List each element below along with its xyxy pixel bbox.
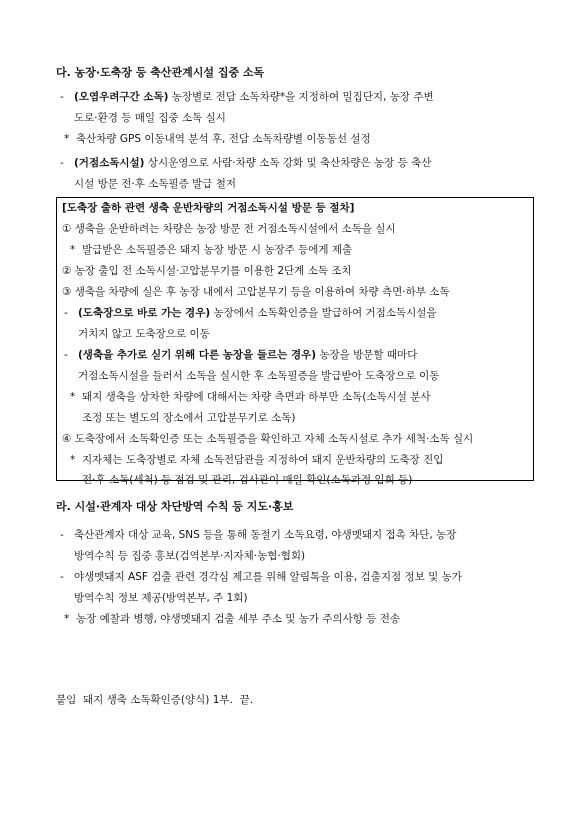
item-text: 야생멧돼지 ASF 검출 관련 경각심 제고를 위해 알림톡을 이용, 검출지점 정보 및 농가 bbox=[74, 571, 462, 583]
section-da-item2-line2: 시설 방문 전·후 소독필증 발급 철저 bbox=[74, 178, 237, 190]
dash-bullet: - bbox=[64, 349, 68, 361]
note-text: 지자체는 도축장별로 자체 소독전담관을 지정하여 돼지 운반차량의 도축장 진입 bbox=[82, 454, 444, 466]
procedure-step-1-note bbox=[70, 240, 352, 261]
procedure-step-4-note-line2: 전·후 소독(세척) 등 점검 및 관리, 검사관이 매일 확인(소독과정 입회 등) bbox=[82, 474, 413, 486]
section-ra-item2-note bbox=[64, 609, 400, 630]
procedure-case-note-line1 bbox=[70, 387, 431, 408]
section-ra-title: 라. 시설·관계자 대상 차단방역 수칙 등 지도·홍보 bbox=[56, 500, 294, 513]
section-da-title: 다. 농장·도축장 등 축산관계시설 집중 소독 bbox=[56, 66, 265, 79]
asterisk-bullet: * bbox=[70, 454, 76, 466]
note-text: 농장 예찰과 병행, 야생멧돼지 검출 세부 주소 및 농가 주의사항 등 전송 bbox=[76, 613, 401, 625]
section-ra-item1-line2: 방역수칙 등 집중 홍보(검역본부·지자체·농협·협회) bbox=[74, 550, 306, 562]
attachment-line: 붙임 돼지 생축 소독확인증(양식) 1부. 끝. bbox=[56, 694, 254, 706]
procedure-box bbox=[56, 197, 534, 486]
asterisk-bullet: * bbox=[64, 133, 70, 145]
procedure-step-1: ① 생축을 운반하려는 차량은 농장 방문 전 거점소독시설에서 소독을 실시 bbox=[62, 223, 396, 235]
note-text: 발급받은 소독필증은 돼지 농장 방문 시 농장주 등에게 제출 bbox=[82, 244, 353, 256]
dash-bullet: - bbox=[64, 307, 68, 319]
procedure-case-1-line2: 거치지 않고 도축장으로 이동 bbox=[78, 328, 210, 340]
procedure-step-4-note-line1 bbox=[70, 450, 443, 471]
section-da-item1-line1 bbox=[60, 87, 434, 108]
note-text: 돼지 생축을 상차한 차량에 대해서는 차량 측면과 하부만 소독(소독시설 분사 bbox=[82, 391, 431, 403]
section-da-item1-line2: 도로·환경 등 매일 집중 소독 실시 bbox=[74, 112, 226, 124]
case-text: 농장에서 소독확인증을 발급하여 거점소독시설을 bbox=[210, 307, 437, 319]
item-text: 상시운영으로 사람·차량 소독 강화 및 축산차량은 농장 등 축산 bbox=[144, 157, 432, 169]
dash-bullet: - bbox=[60, 91, 64, 103]
procedure-box-title: [도축장 출하 관련 생축 운반차량의 거점소독시설 방문 등 절차] bbox=[62, 202, 355, 214]
section-ra-item1-line1 bbox=[60, 525, 456, 546]
procedure-step-2: ② 농장 출입 전 소독시설·고압분무기를 이용한 2단계 소독 조치 bbox=[62, 265, 352, 277]
procedure-step-4: ④ 도축장에서 소독확인증 또는 소독필증을 확인하고 자체 소독시설로 추가 세척·소독 실시 bbox=[62, 433, 474, 445]
item-text: 농장별로 전담 소독차량*을 지정하여 밀집단지, 농장 주변 bbox=[168, 91, 434, 103]
procedure-case-note-line2: 조정 또는 별도의 장소에서 고압분무기로 소독) bbox=[82, 412, 296, 424]
section-da-item2-line1 bbox=[60, 153, 431, 174]
note-text: 축산차량 GPS 이동내역 분석 후, 전담 소독차량별 이동동선 설정 bbox=[76, 133, 371, 145]
section-ra-item2-line1 bbox=[60, 567, 462, 588]
dash-bullet: - bbox=[60, 157, 64, 169]
section-da-item1-note bbox=[64, 129, 371, 150]
asterisk-bullet: * bbox=[70, 391, 76, 403]
dash-bullet: - bbox=[60, 571, 64, 583]
procedure-case-2-line1 bbox=[64, 345, 417, 366]
case-lead: (생축을 추가로 싣기 위해 다른 농장을 들르는 경우) bbox=[78, 349, 317, 361]
case-lead: (도축장으로 바로 가는 경우) bbox=[78, 307, 211, 319]
asterisk-bullet: * bbox=[64, 613, 70, 625]
procedure-case-1-line1 bbox=[64, 303, 437, 324]
asterisk-bullet: * bbox=[70, 244, 76, 256]
item-lead: (오염우려구간 소독) bbox=[74, 91, 169, 103]
item-lead: (거점소독시설) bbox=[74, 157, 145, 169]
item-text: 축산관계자 대상 교육, SNS 등을 통해 동절기 소독요령, 야생멧돼지 접촉 차단, 농장 bbox=[74, 529, 457, 541]
procedure-case-2-line2: 거점소독시설을 들러서 소독을 실시한 후 소독필증을 발급받아 도축장으로 이동 bbox=[78, 370, 440, 382]
dash-bullet: - bbox=[60, 529, 64, 541]
case-text: 농장을 방문할 때마다 bbox=[316, 349, 418, 361]
procedure-step-3: ③ 생축을 차량에 실은 후 농장 내에서 고압분무기 등을 이용하여 차량 측면·하부 소독 bbox=[62, 286, 450, 298]
section-ra-item2-line2: 방역수칙 정보 제공(방역본부, 주 1회) bbox=[74, 592, 248, 604]
